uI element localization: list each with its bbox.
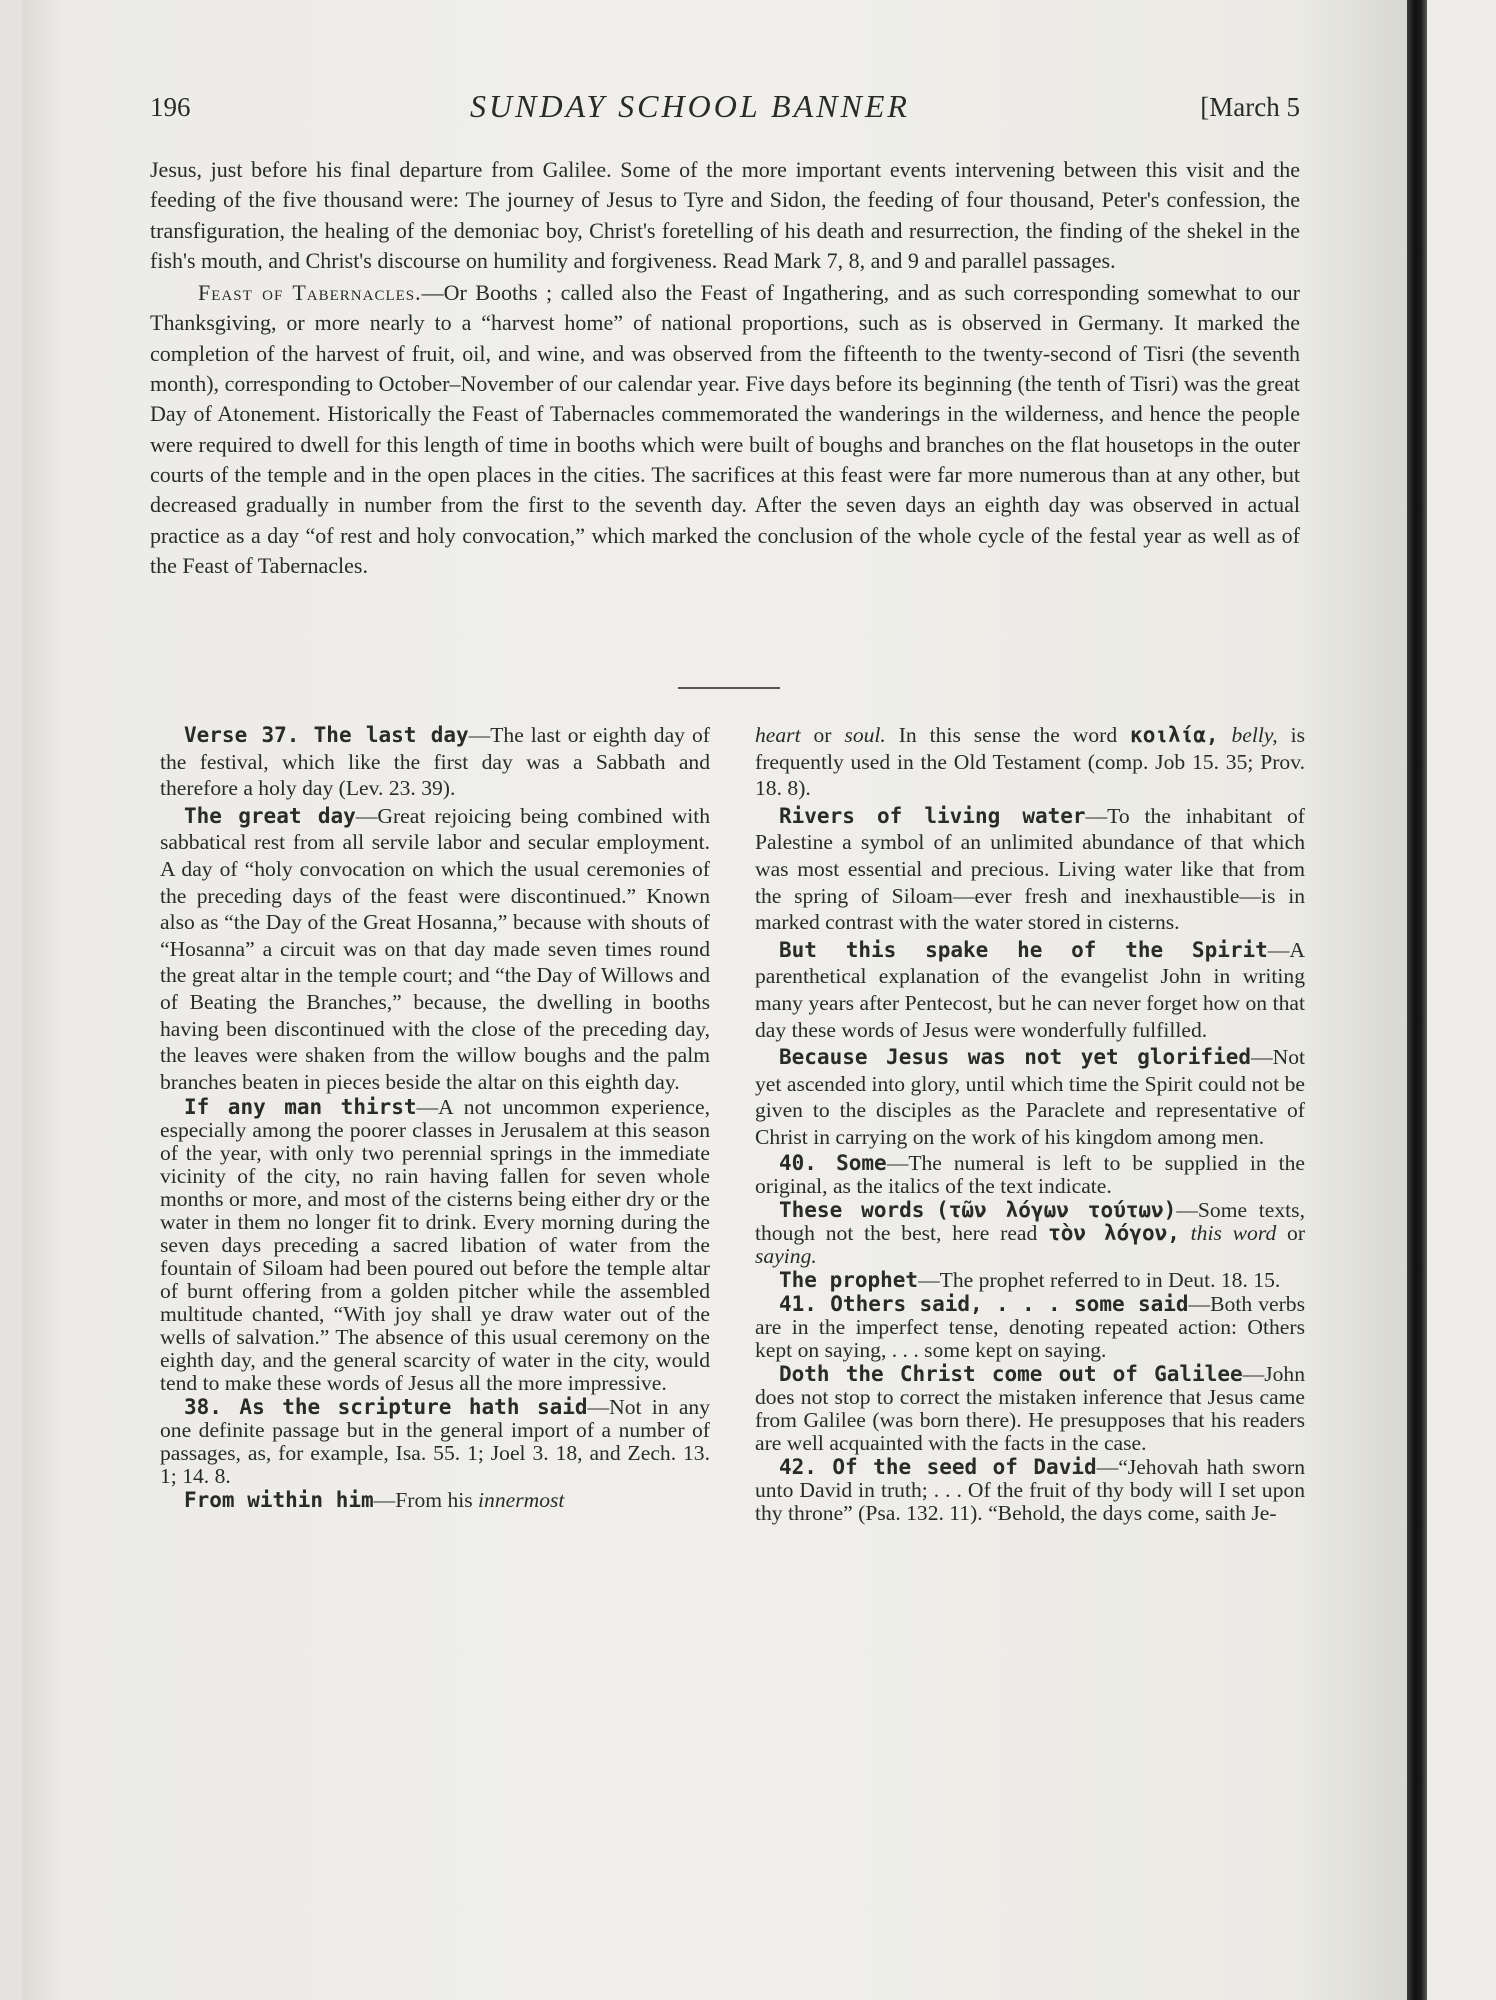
book-gutter [1407, 0, 1427, 2000]
feast-body: —Or Booths ; called also the Feast of Ingathering, and as such corresponding somewhat to our Thanksgiving, or more nearly to a “harvest home” of national proportions, such as is observed in Germany. It marked the completion of the harvest of fruit, oil, and wine, and was observed from the fifteenth to the twenty-second of Tisri (the seventh month), corresponding to October–November of our calendar year. Five days before its beginning (the tenth of Tisri) was the great Day of Atonement. Historically the Feast of Tabernacles commemorated the wanderings in the wilderness, and hence the people were required to dwell for this length of time in booths which were built of boughs and branches on the flat housetops in the outer courts of the temple and in the open places in the cities. The sacrifices at this feast were far more numerous than at any other, but decreased gradually in number from the first to the seventh day. After the seven days an eighth day was observed in actual practice as a day “of rest and holy convocation,” which marked the conclusion of the whole cycle of the festal year as well as of the Feast of Tabernacles. [150, 280, 1301, 578]
greek-phrase: (τῶν λόγων τούτων) [936, 1197, 1177, 1222]
text-run: is frequently used in the Old Testament (comp. Job 15. 35; Prov. 18. 8). [755, 723, 1305, 801]
greek-word: κοιλία, [1130, 723, 1219, 747]
note-body: —Great rejoicing being combined with sabbatical rest from all servile labor and secular employment. A day of “holy convocation on which the usual ceremonies of the preceding days of the feast were discontinued.” Known also as “the Day of the Great Hosanna,” because with shouts of “Hosanna” a circuit was on that day made seven times round the great altar in the temple court; and “the Day of Willows and of Beating the Branches,” because, the dwelling in booths having been discontinued with the close of the preceding day, the leaves were shaken from the willow boughs and the palm branches beaten in pieces beside the altar on this eighth day. [160, 803, 710, 1094]
italic-word: belly, [1231, 723, 1278, 747]
issue-date: [March 5 [1200, 92, 1300, 122]
note-heading: 42. Of the seed of David [779, 1454, 1097, 1479]
note-paragraph [755, 1199, 1305, 1268]
note-body: —Some texts, though not the best, here read [755, 1197, 1305, 1245]
note-heading: But this spake he of the Spirit [779, 937, 1268, 962]
note-paragraph [755, 803, 1305, 936]
italic-word: soul. [844, 723, 886, 747]
note-heading: 38. As the scripture hath said [184, 1395, 588, 1420]
text-run: or [1276, 1220, 1306, 1245]
feast-paragraph [150, 278, 1300, 581]
note-continuation [755, 722, 1305, 802]
note-body: —“Jehovah hath sworn unto David in truth; . . . Of the fruit of thy body will I set upon thy throne” (Psa. 132. 11). “Behold, the days come, saith Je- [755, 1454, 1305, 1525]
note-body: —The numeral is left to be supplied in the original, as the italics of the text indicate. [755, 1150, 1305, 1198]
note-italic: innermost [478, 1488, 565, 1513]
greek-phrase: τὸν λόγον, [1048, 1220, 1180, 1245]
note-heading: These words [779, 1197, 925, 1222]
note-paragraph [160, 1096, 710, 1395]
italic-word: saying. [755, 1243, 817, 1268]
note-body: —To the inhabitant of Palestine a symbol of an unlimited abundance of that which was most essential and precious. Living water like that from the spring of Siloam—ever fresh and inexhaustible—is in marked contrast with the water stored in cisterns. [755, 803, 1305, 935]
note-heading: From within him [184, 1488, 374, 1513]
intro-paragraph: Jesus, just before his final departure from Galilee. Some of the more important events intervening between this visit and the feeding of the five thousand were: The journey of Jesus to Tyre and Sidon, the feeding of four thousand, Peter's confession, the transfiguration, the healing of the demoniac boy, Christ's foretelling of his death and resurrection, the finding of the shekel in the fish's mouth, and Christ's discourse on humility and forgiveness. Read Mark 7, 8, and 9 and parallel passages. [150, 157, 1300, 273]
note-heading: Doth the Christ come out of Galilee [779, 1361, 1243, 1386]
note-body: —Not yet ascended into glory, until which time the Spirit could not be given to the disciples as the Paraclete and representative of Christ in carrying on the work of his kingdom among men. [755, 1045, 1305, 1149]
note-body: —A not uncommon experience, especially among the poorer classes in Jerusalem at this season of the year, with only two perennial springs in the immediate vicinity of the city, no rain having fallen for seven whole months or more, and most of the cisterns being either dry or the water in them no longer fit to drink. Every morning during the seven days preceding a sacred libation of water from the fountain of Siloam had been poured out before the temple altar of burnt offering from a golden pitcher while the assembled multitude chanted, “With joy shall ye draw water out of the wells of salvation.” The absence of this usual ceremony on the eighth day, and the general scarcity of water in the city, would tend to make these words of Jesus all the more impressive. [160, 1095, 710, 1396]
note-body: —John does not stop to correct the mistaken inference that Jesus came from Galilee (was born there). He presupposes that his readers are well acquainted with the facts in the case. [755, 1361, 1305, 1455]
note-paragraph [755, 1269, 1305, 1292]
note-heading: The great day [184, 803, 356, 828]
note-paragraph [160, 722, 710, 802]
note-paragraph [160, 1396, 710, 1488]
left-column [160, 722, 710, 1513]
note-heading: The prophet [779, 1267, 919, 1292]
note-paragraph [755, 937, 1305, 1043]
note-heading: 41. Others said, . . . some said [779, 1291, 1189, 1316]
page-number: 196 [150, 92, 191, 122]
note-paragraph [755, 1363, 1305, 1455]
note-body: —Not in any one definite passage but in the general import of a number of passages, as, for example, Isa. 55. 1; Joel 3. 18, and Zech. 13. 1; 14. 8. [160, 1395, 710, 1489]
note-body: —The prophet referred to in Deut. 18. 15. [918, 1267, 1281, 1292]
italic-word: heart [755, 723, 801, 747]
note-heading: Verse 37. The last day [184, 723, 469, 747]
text-run: or [800, 723, 845, 747]
running-title: SUNDAY SCHOOL BANNER [470, 88, 910, 124]
italic-word: this word [1190, 1220, 1277, 1245]
note-paragraph [755, 1044, 1305, 1150]
right-column [755, 722, 1305, 1526]
note-heading: Because Jesus was not yet glorified [779, 1045, 1252, 1070]
note-body: —Both verbs are in the imperfect tense, denoting repeated action: Others kept on saying, . . . some kept on saying. [755, 1291, 1305, 1362]
note-body: —The last or eighth day of the festival, which like the first day was a Sabbath and therefore a holy day (Lev. 23. 39). [160, 723, 710, 801]
note-body: —From his [373, 1488, 479, 1513]
text-run: In this sense the word [885, 723, 1131, 747]
note-body: —A parenthetical explanation of the evangelist John in writing many years after Pentecost, but he can never forget how on that day these words of Jesus were wonderfully fulfilled. [755, 937, 1305, 1042]
note-paragraph [755, 1152, 1305, 1198]
note-heading: 40. Some [779, 1150, 887, 1175]
feast-heading: Feast of Tabernacles. [198, 280, 422, 306]
note-heading: If any man thirst [184, 1095, 417, 1120]
note-paragraph [755, 1456, 1305, 1525]
page-header [150, 88, 1300, 132]
intro-text [150, 155, 1300, 581]
note-paragraph [755, 1293, 1305, 1362]
facing-page-edge [1427, 0, 1496, 2000]
section-divider [678, 687, 780, 689]
note-heading: Rivers of living water [779, 803, 1086, 828]
note-paragraph [160, 803, 710, 1096]
note-paragraph [160, 1489, 710, 1512]
